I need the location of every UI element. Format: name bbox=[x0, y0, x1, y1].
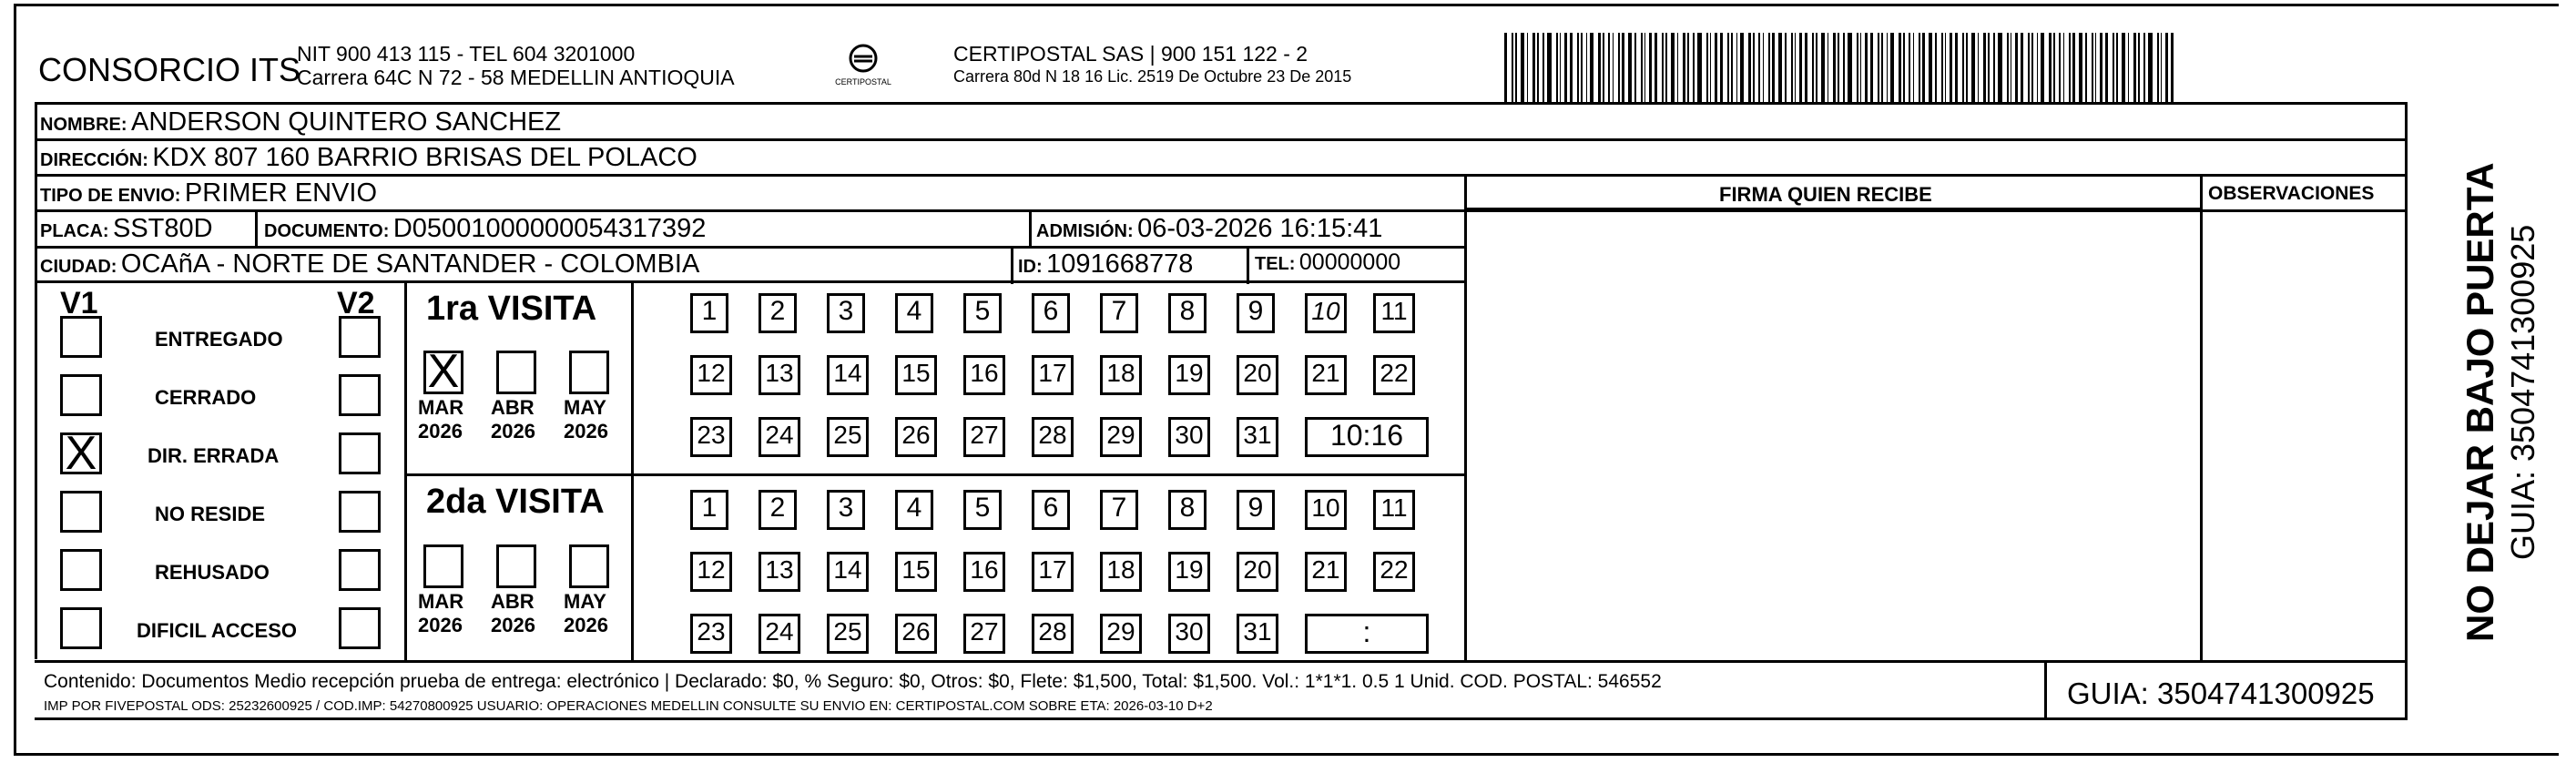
barcode-bar bbox=[2072, 33, 2075, 102]
year-label: 2026 bbox=[491, 614, 535, 636]
placa-row bbox=[40, 214, 213, 244]
barcode-bar bbox=[2041, 33, 2044, 102]
barcode-bar bbox=[1758, 33, 1760, 102]
barcode-bar bbox=[2113, 33, 2114, 102]
barcode-bar bbox=[2049, 33, 2052, 102]
day-box[interactable]: 29 bbox=[1100, 614, 1142, 654]
barcode-bar bbox=[1586, 33, 1587, 102]
barcode-bar bbox=[2031, 33, 2033, 102]
month-checkbox[interactable] bbox=[496, 351, 536, 394]
carrier-name: CERTIPOSTAL SAS | 900 151 122 - 2 bbox=[953, 42, 1308, 66]
barcode-bar bbox=[1527, 33, 1528, 102]
barcode-bar bbox=[2157, 33, 2159, 102]
day-box[interactable]: 13 bbox=[759, 355, 800, 395]
barcode-bar bbox=[1556, 33, 1558, 102]
year-label: 2026 bbox=[564, 614, 608, 636]
v1-checkbox[interactable]: X bbox=[60, 432, 102, 474]
v2-checkbox[interactable] bbox=[339, 374, 381, 416]
documento-row bbox=[264, 214, 706, 244]
barcode-bar bbox=[2069, 33, 2071, 102]
barcode-bar bbox=[1945, 33, 1946, 102]
status-label: DIFICIL ACCESO bbox=[137, 619, 298, 642]
day-box[interactable]: 9 bbox=[1237, 293, 1275, 333]
day-box[interactable]: 29 bbox=[1100, 417, 1142, 457]
day-box[interactable]: 28 bbox=[1032, 417, 1074, 457]
day-box[interactable]: 2 bbox=[759, 490, 797, 530]
v2-checkbox[interactable] bbox=[339, 432, 381, 474]
ciudad-value: OCAñA - NORTE DE SANTANDER - COLOMBIA bbox=[120, 249, 700, 279]
barcode-bar bbox=[2116, 33, 2118, 102]
barcode-bar bbox=[1795, 33, 1796, 102]
day-box[interactable]: 6 bbox=[1032, 293, 1070, 333]
side-guia: GUIA: 3504741300925 bbox=[2504, 224, 2541, 560]
firma-header: FIRMA QUIEN RECIBE bbox=[1719, 183, 1932, 206]
placa-value: SST80D bbox=[113, 214, 213, 243]
barcode-bar bbox=[1532, 33, 1535, 102]
day-box[interactable]: 8 bbox=[1168, 490, 1207, 530]
barcode-bar bbox=[1581, 33, 1583, 102]
barcode-bar bbox=[1671, 33, 1675, 102]
barcode-bar bbox=[1736, 33, 1737, 102]
barcode-bar bbox=[1537, 33, 1539, 102]
barcode-bar bbox=[1521, 33, 1524, 102]
barcode-bar bbox=[2100, 33, 2103, 102]
day-box[interactable]: 24 bbox=[759, 417, 800, 457]
status-label: ENTREGADO bbox=[155, 328, 283, 351]
barcode-bar bbox=[2063, 33, 2064, 102]
barcode-bar bbox=[2007, 33, 2009, 102]
barcode-bar bbox=[1772, 33, 1775, 102]
day-box[interactable]: 4 bbox=[895, 490, 933, 530]
barcode-bar bbox=[1560, 33, 1561, 102]
day-box[interactable]: 14 bbox=[827, 552, 869, 592]
day-box[interactable]: 17 bbox=[1032, 355, 1074, 395]
barcode-bar bbox=[2085, 33, 2087, 102]
day-box[interactable]: 23 bbox=[690, 417, 732, 457]
barcode-bar bbox=[1955, 33, 1958, 102]
day-box[interactable]: 10 bbox=[1305, 293, 1347, 333]
day-box[interactable]: 15 bbox=[895, 552, 937, 592]
barcode-bar bbox=[1641, 33, 1643, 102]
barcode-bar bbox=[2138, 33, 2140, 102]
day-box[interactable]: 11 bbox=[1373, 293, 1415, 333]
barcode-bar bbox=[1950, 33, 1952, 102]
day-box[interactable]: 31 bbox=[1237, 614, 1278, 654]
barcode-bar bbox=[1570, 33, 1573, 102]
day-box[interactable]: 24 bbox=[759, 614, 800, 654]
day-box[interactable]: 30 bbox=[1168, 614, 1210, 654]
company-address: Carrera 64C N 72 - 58 MEDELLIN ANTIOQUIA bbox=[297, 66, 735, 89]
barcode-bar bbox=[2079, 33, 2082, 102]
barcode-bar bbox=[1634, 33, 1636, 102]
v2-checkbox[interactable] bbox=[339, 607, 381, 649]
barcode-bar bbox=[1848, 33, 1852, 102]
v1-checkbox[interactable] bbox=[60, 491, 102, 533]
tipo-value: PRIMER ENVIO bbox=[184, 178, 378, 208]
barcode-bar bbox=[1710, 33, 1711, 102]
ciudad-label: CIUDAD: bbox=[40, 257, 117, 277]
barcode-bar bbox=[1812, 33, 1814, 102]
admision-value: 06-03-2026 16:15:41 bbox=[1137, 214, 1383, 243]
barcode-bar bbox=[2133, 33, 2136, 102]
barcode-bar bbox=[1515, 33, 1517, 102]
barcode-bar bbox=[1706, 33, 1708, 102]
barcode-bar bbox=[2122, 33, 2125, 102]
id-value: 1091668778 bbox=[1046, 249, 1194, 279]
direccion-label: DIRECCIÓN: bbox=[40, 150, 148, 170]
day-box[interactable]: 8 bbox=[1168, 293, 1207, 333]
day-box[interactable]: 16 bbox=[963, 355, 1005, 395]
barcode-bar bbox=[1778, 33, 1782, 102]
day-box[interactable]: 5 bbox=[963, 490, 1002, 530]
id-label: ID: bbox=[1018, 257, 1043, 277]
day-box[interactable]: 17 bbox=[1032, 552, 1074, 592]
barcode-bar bbox=[1740, 33, 1744, 102]
day-box[interactable]: 25 bbox=[827, 417, 869, 457]
barcode-bar bbox=[1577, 33, 1579, 102]
day-box[interactable]: 3 bbox=[827, 490, 865, 530]
id-row bbox=[1018, 249, 1193, 280]
day-box[interactable]: 9 bbox=[1237, 490, 1275, 530]
tipo-label: TIPO DE ENVIO: bbox=[40, 186, 181, 206]
day-box[interactable]: 22 bbox=[1373, 552, 1415, 592]
barcode-bar bbox=[1913, 33, 1914, 102]
admision-row bbox=[1036, 214, 1382, 244]
year-label: 2026 bbox=[564, 420, 608, 443]
v2-checkbox[interactable] bbox=[339, 316, 381, 358]
side-warning: NO DEJAR BAJO PUERTA bbox=[2459, 162, 2501, 642]
day-box[interactable]: 5 bbox=[963, 293, 1002, 333]
v2-checkbox[interactable] bbox=[339, 549, 381, 591]
month-checkbox[interactable] bbox=[423, 544, 463, 588]
barcode-bar bbox=[2161, 33, 2162, 102]
v2-checkbox[interactable] bbox=[339, 491, 381, 533]
day-box[interactable]: 12 bbox=[690, 355, 732, 395]
day-box[interactable]: 13 bbox=[759, 552, 800, 592]
month-checkbox[interactable] bbox=[496, 544, 536, 588]
barcode-bar bbox=[1727, 33, 1729, 102]
barcode-bar bbox=[1799, 33, 1802, 102]
day-box[interactable]: 26 bbox=[895, 614, 937, 654]
barcode-bar bbox=[1665, 33, 1667, 102]
barcode-bar bbox=[1655, 33, 1657, 102]
barcode-bar bbox=[1791, 33, 1793, 102]
year-label: 2026 bbox=[418, 614, 463, 636]
barcode-bar bbox=[2165, 33, 2168, 102]
barcode-bar bbox=[1805, 33, 1807, 102]
status-label: CERRADO bbox=[155, 386, 257, 409]
day-box[interactable]: 18 bbox=[1100, 355, 1142, 395]
v1-checkbox[interactable] bbox=[60, 374, 102, 416]
nombre-row bbox=[40, 107, 561, 137]
barcode-bar bbox=[1881, 33, 1883, 102]
documento-label: DOCUMENTO: bbox=[264, 221, 390, 241]
barcode-bar bbox=[1693, 33, 1695, 102]
day-box[interactable]: 16 bbox=[963, 552, 1005, 592]
footer-guia: GUIA: 3504741300925 bbox=[2067, 677, 2375, 710]
barcode-bar bbox=[1887, 33, 1888, 102]
day-box[interactable]: 15 bbox=[895, 355, 937, 395]
time-box[interactable]: : bbox=[1305, 614, 1429, 654]
month-label: MAY bbox=[564, 396, 606, 419]
observaciones-header: OBSERVACIONES bbox=[2208, 183, 2375, 204]
year-label: 2026 bbox=[491, 420, 535, 443]
barcode-bar bbox=[1941, 33, 1943, 102]
footer-content: Contenido: Documentos Medio recepción prueba de entrega: electrónico | Declarado: $0, % Seguro: $0, Otros: $0, Flete: $1,500, Total: $1,500. Vol.: 1*1*1. 0.5 1 Unid. COD. POSTAL: 546552 bbox=[44, 671, 1662, 692]
company-nit: NIT 900 413 115 - TEL 604 3201000 bbox=[297, 42, 636, 66]
barcode-bar bbox=[2095, 33, 2096, 102]
barcode-bar bbox=[1857, 33, 1858, 102]
company-name: CONSORCIO ITS bbox=[38, 51, 301, 88]
barcode-bar bbox=[2171, 33, 2174, 102]
barcode-bar bbox=[1971, 33, 1975, 102]
barcode-bar bbox=[2015, 33, 2018, 102]
ciudad-row bbox=[40, 249, 699, 280]
tel-value: 00000000 bbox=[1298, 249, 1401, 275]
status-label: REHUSADO bbox=[155, 561, 270, 584]
barcode-bar bbox=[1903, 33, 1905, 102]
barcode-bar bbox=[1603, 33, 1604, 102]
barcode-bar bbox=[1768, 33, 1770, 102]
barcode-bar bbox=[1865, 33, 1868, 102]
barcode-bar bbox=[1833, 33, 1836, 102]
direccion-row bbox=[40, 143, 697, 173]
day-box[interactable]: 22 bbox=[1373, 355, 1415, 395]
day-box[interactable]: 25 bbox=[827, 614, 869, 654]
first-visit-title: 1ra VISITA bbox=[426, 290, 597, 328]
admision-label: ADMISIÓN: bbox=[1036, 221, 1134, 241]
barcode-bar bbox=[1929, 33, 1932, 102]
month-label: ABR bbox=[491, 590, 535, 613]
day-box[interactable]: 2 bbox=[759, 293, 797, 333]
barcode-bar bbox=[2053, 33, 2055, 102]
day-box[interactable]: 1 bbox=[690, 293, 728, 333]
day-box[interactable]: 10 bbox=[1305, 490, 1347, 530]
month-checkbox[interactable] bbox=[569, 351, 609, 394]
day-box[interactable]: 19 bbox=[1168, 355, 1210, 395]
barcode-bar bbox=[1748, 33, 1751, 102]
barcode-bar bbox=[1843, 33, 1845, 102]
barcode-bar bbox=[1564, 33, 1567, 102]
day-box[interactable]: 7 bbox=[1100, 293, 1138, 333]
barcode-bar bbox=[1993, 33, 1995, 102]
barcode-bar bbox=[1998, 33, 2002, 102]
barcode-bar bbox=[1512, 33, 1513, 102]
barcode-bar bbox=[1922, 33, 1925, 102]
barcode-bar bbox=[2092, 33, 2093, 102]
day-box[interactable]: 7 bbox=[1100, 490, 1138, 530]
day-box[interactable]: 1 bbox=[690, 490, 728, 530]
barcode-bar bbox=[1870, 33, 1873, 102]
direccion-value: KDX 807 160 BARRIO BRISAS DEL POLACO bbox=[152, 143, 697, 172]
day-box[interactable]: 14 bbox=[827, 355, 869, 395]
barcode-bar bbox=[1697, 33, 1702, 102]
barcode-bar bbox=[2128, 33, 2129, 102]
barcode-bar bbox=[1821, 33, 1825, 102]
second-visit-title: 2da VISITA bbox=[426, 483, 605, 521]
barcode-bar bbox=[1608, 33, 1610, 102]
v1-checkbox[interactable] bbox=[60, 607, 102, 649]
day-box[interactable]: 21 bbox=[1305, 552, 1347, 592]
barcode-bar bbox=[1785, 33, 1787, 102]
status-label: NO RESIDE bbox=[155, 503, 266, 525]
barcode-bar bbox=[2059, 33, 2061, 102]
footer-print-info: IMP POR FIVEPOSTAL ODS: 25232600925 / COD.IMP: 54270800925 USUARIO: OPERACIONES MEDELLIN CONSULTE SU ENVIO EN: CERTIPOSTAL.COM SOBRE ETA: 2026-03-10 D+2 bbox=[44, 698, 1213, 714]
day-box[interactable]: 20 bbox=[1237, 355, 1278, 395]
barcode-bar bbox=[1978, 33, 1979, 102]
day-box[interactable]: 18 bbox=[1100, 552, 1142, 592]
barcode-bar bbox=[1983, 33, 1986, 102]
barcode-bar bbox=[1590, 33, 1593, 102]
barcode-bar bbox=[2028, 33, 2030, 102]
barcode-bar bbox=[1962, 33, 1964, 102]
barcode-bar bbox=[1988, 33, 1990, 102]
barcode-bar bbox=[1909, 33, 1910, 102]
day-box[interactable]: 4 bbox=[895, 293, 933, 333]
barcode-bar bbox=[1687, 33, 1689, 102]
v1-checkbox[interactable] bbox=[60, 316, 102, 358]
v1-label: V1 bbox=[60, 286, 98, 320]
barcode-bar bbox=[1613, 33, 1614, 102]
tel-label: TEL: bbox=[1255, 254, 1296, 274]
day-box[interactable]: 27 bbox=[963, 417, 1005, 457]
month-label: ABR bbox=[491, 396, 535, 419]
year-label: 2026 bbox=[418, 420, 463, 443]
barcode-bar bbox=[1890, 33, 1894, 102]
barcode-bar bbox=[2021, 33, 2023, 102]
month-checkbox[interactable]: X bbox=[423, 351, 463, 394]
day-box[interactable]: 27 bbox=[963, 614, 1005, 654]
carrier-address: Carrera 80d N 18 16 Lic. 2519 De Octubre 23 De 2015 bbox=[953, 67, 1352, 86]
month-label: MAY bbox=[564, 590, 606, 613]
barcode-bar bbox=[1935, 33, 1937, 102]
barcode-bar bbox=[1662, 33, 1664, 102]
barcode-bar bbox=[1753, 33, 1755, 102]
barcode-bar bbox=[1720, 33, 1723, 102]
time-box[interactable]: 10:16 bbox=[1305, 417, 1429, 457]
barcode-bar bbox=[1919, 33, 1920, 102]
nombre-label: NOMBRE: bbox=[40, 115, 127, 135]
barcode-bar bbox=[2105, 33, 2108, 102]
barcode-bar bbox=[1677, 33, 1678, 102]
barcode-bar bbox=[1504, 33, 1507, 102]
svg-text:CERTIPOSTAL: CERTIPOSTAL bbox=[835, 77, 891, 86]
certipostal-logo bbox=[830, 42, 896, 87]
tel-row bbox=[1255, 249, 1400, 276]
day-box[interactable]: 12 bbox=[690, 552, 732, 592]
barcode-bar bbox=[1860, 33, 1861, 102]
day-box[interactable]: 6 bbox=[1032, 490, 1070, 530]
day-box[interactable]: 31 bbox=[1237, 417, 1278, 457]
month-checkbox[interactable] bbox=[569, 544, 609, 588]
barcode-bar bbox=[1763, 33, 1764, 102]
documento-value: D05001000000054317392 bbox=[392, 214, 707, 243]
day-box[interactable]: 20 bbox=[1237, 552, 1278, 592]
barcode-bar bbox=[1878, 33, 1879, 102]
barcode-bar bbox=[1816, 33, 1817, 102]
barcode-bar bbox=[1966, 33, 1968, 102]
day-box[interactable]: 28 bbox=[1032, 614, 1074, 654]
status-label: DIR. ERRADA bbox=[148, 444, 280, 467]
day-box[interactable]: 21 bbox=[1305, 355, 1347, 395]
barcode-bar bbox=[1598, 33, 1601, 102]
barcode-bar bbox=[2037, 33, 2038, 102]
v2-label: V2 bbox=[337, 286, 375, 320]
day-box[interactable]: 30 bbox=[1168, 417, 1210, 457]
barcode-bar bbox=[2143, 33, 2145, 102]
barcode-bar bbox=[1628, 33, 1632, 102]
barcode-bar bbox=[1838, 33, 1839, 102]
day-box[interactable]: 23 bbox=[690, 614, 732, 654]
month-label: MAR bbox=[418, 396, 464, 419]
month-label: MAR bbox=[418, 590, 464, 613]
barcode-bar bbox=[1649, 33, 1652, 102]
barcode-bar bbox=[1683, 33, 1685, 102]
barcode-bar bbox=[1547, 33, 1552, 102]
barcode-bar bbox=[1622, 33, 1624, 102]
barcode-bar bbox=[1731, 33, 1733, 102]
barcode-bar bbox=[1715, 33, 1717, 102]
day-box[interactable]: 3 bbox=[827, 293, 865, 333]
v1-checkbox[interactable] bbox=[60, 549, 102, 591]
day-box[interactable]: 26 bbox=[895, 417, 937, 457]
barcode-bar bbox=[1899, 33, 1901, 102]
nombre-value: ANDERSON QUINTERO SANCHEZ bbox=[131, 107, 562, 137]
day-box[interactable]: 11 bbox=[1373, 490, 1415, 530]
tipo-row bbox=[40, 178, 377, 209]
barcode-bar bbox=[2148, 33, 2153, 102]
barcode-bar bbox=[1644, 33, 1645, 102]
barcode bbox=[1504, 33, 2178, 102]
barcode-bar bbox=[1618, 33, 1620, 102]
barcode-bar bbox=[1543, 33, 1544, 102]
placa-label: PLACA: bbox=[40, 221, 109, 241]
day-box[interactable]: 19 bbox=[1168, 552, 1210, 592]
